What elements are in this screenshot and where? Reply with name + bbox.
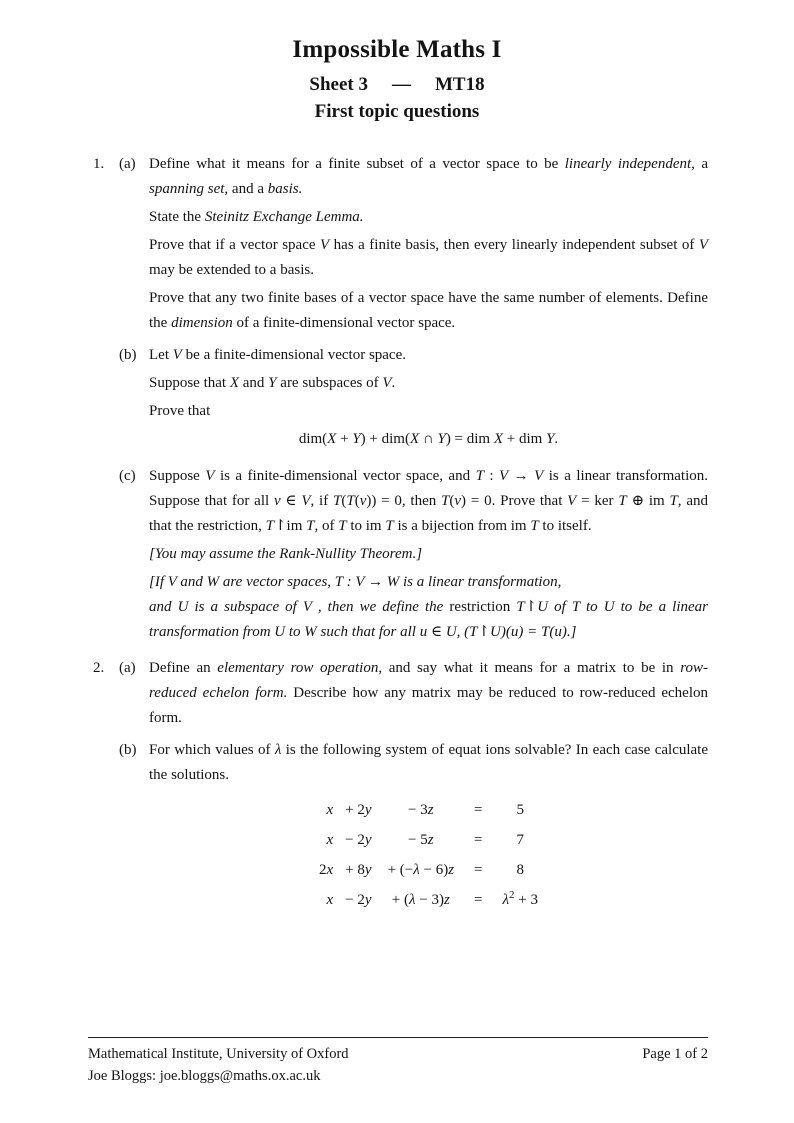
text-run: Define what it means for a finite subset of a vector space to be xyxy=(149,156,565,172)
paragraph xyxy=(149,205,708,230)
equation-cell xyxy=(311,825,337,855)
question-part xyxy=(119,152,708,336)
text-run: to itself. xyxy=(538,518,592,534)
text-run: V xyxy=(301,493,311,509)
equation-cell xyxy=(337,825,379,855)
part-body xyxy=(149,343,708,457)
text-run: and say what it means for a matrix to be in xyxy=(382,660,681,676)
equation-cell xyxy=(380,825,462,855)
sheet-term: MT18 xyxy=(434,74,485,95)
equation-system xyxy=(311,795,546,915)
text-run: + xyxy=(336,431,353,447)
part-label: (c) xyxy=(119,468,136,484)
page-footer xyxy=(88,1037,708,1087)
text-run: T xyxy=(441,493,450,509)
question-part xyxy=(119,343,708,457)
sheet-info-line xyxy=(0,74,794,96)
text-run: y xyxy=(364,891,372,908)
text-run: ⊕ im xyxy=(626,493,670,509)
question xyxy=(88,656,708,919)
text-run: v xyxy=(273,493,281,509)
text-run: Y xyxy=(268,375,277,391)
text-run: )) = 0, then xyxy=(366,493,442,509)
text-run: 2 xyxy=(319,861,327,878)
text-run: 7 xyxy=(516,831,524,848)
text-run: Y xyxy=(437,431,446,447)
footer-institute: Mathematical Institute, University of Oxford xyxy=(88,1046,349,1062)
text-run: 5 xyxy=(516,801,524,818)
text-run: − 6) xyxy=(419,861,449,878)
equation-cell xyxy=(495,885,546,915)
text-run: x xyxy=(326,861,334,878)
text-run: [If V and W are vector spaces, T : V → W is a linear transformation, xyxy=(149,574,562,590)
text-run: z xyxy=(427,801,434,818)
paragraph xyxy=(149,286,708,336)
question-number: 1. xyxy=(93,156,105,172)
text-run: X xyxy=(493,431,504,447)
text-run: z xyxy=(443,891,450,908)
question-number: 2. xyxy=(93,660,105,676)
text-run: Suppose xyxy=(149,468,206,484)
text-run: = xyxy=(474,831,483,848)
text-run: − 3) xyxy=(415,891,444,908)
paragraph xyxy=(149,464,708,539)
text-run: λ xyxy=(274,742,282,758)
question-parts xyxy=(119,656,708,919)
text-run: and U is a subspace of V , then we define the xyxy=(149,599,450,615)
text-run: = ker xyxy=(576,493,619,509)
text-run: y xyxy=(364,801,372,818)
text-run: T xyxy=(618,493,627,509)
text-run: V xyxy=(499,468,509,484)
text-run: T xyxy=(475,468,484,484)
text-run: has a finite basis, then every linearly independent subset of xyxy=(329,237,699,253)
footer-author: Joe Bloggs: joe.bloggs@maths.ox.ac.uk xyxy=(88,1068,321,1084)
equation-row xyxy=(311,855,546,885)
text-run: V xyxy=(320,237,330,253)
equation-row xyxy=(311,795,546,825)
text-run: ∩ xyxy=(419,431,438,447)
text-run: z xyxy=(427,831,434,848)
text-run: Prove that any two finite bases of a vector space have the same number of elements. Define the xyxy=(149,290,708,331)
equation-cell xyxy=(311,885,337,915)
question-part xyxy=(119,656,708,731)
equation-cell xyxy=(495,825,546,855)
text-run: X xyxy=(327,431,337,447)
text-run: Describe how any matrix may be reduced to row-reduced echelon form. xyxy=(149,685,708,726)
text-run: V xyxy=(534,468,544,484)
sheet-dash: — xyxy=(391,74,411,95)
paragraph xyxy=(149,399,708,424)
text-run: and a xyxy=(228,181,268,197)
text-run: + dim xyxy=(503,431,547,447)
text-run: Prove that if a vector space xyxy=(149,237,321,253)
text-run: ) = 0. Prove that xyxy=(461,493,568,509)
text-run: x xyxy=(326,891,334,908)
text-run: V xyxy=(205,468,215,484)
paragraph xyxy=(149,656,708,731)
text-run: is the following system of equat ions solvable? In each case calculate the solutions. xyxy=(149,742,709,783)
equation-cell xyxy=(495,855,546,885)
equation-cell xyxy=(462,855,494,885)
text-run: V xyxy=(567,493,577,509)
questions xyxy=(88,152,708,919)
text-run: Let xyxy=(149,347,173,363)
text-run: + ( xyxy=(391,891,409,908)
text-run: is a finite-dimensional vector space, and xyxy=(214,468,476,484)
paragraph xyxy=(149,570,708,645)
text-run: x xyxy=(326,801,334,818)
text-run: ( xyxy=(354,493,360,509)
text-run: to im xyxy=(346,518,386,534)
part-body xyxy=(149,738,708,919)
text-run: row-reduced echelon form. xyxy=(149,660,708,701)
part-body xyxy=(149,464,708,645)
text-run: T xyxy=(265,518,274,534)
text-run: ) = dim xyxy=(445,431,494,447)
text-run: = xyxy=(474,801,483,818)
text-run: spanning set, xyxy=(149,181,229,197)
text-run: 8 xyxy=(516,861,524,878)
equation-cell xyxy=(337,855,379,885)
text-run: T xyxy=(669,493,678,509)
text-run: λ xyxy=(413,861,420,878)
text-run: + 2 xyxy=(345,801,365,818)
equation-cell xyxy=(462,795,494,825)
text-run: V xyxy=(172,347,182,363)
paragraph xyxy=(149,152,708,202)
text-run: T xyxy=(306,518,315,534)
text-run: T xyxy=(346,493,355,509)
page-title: Impossible Maths I xyxy=(292,36,502,63)
sheet-number: Sheet 3 xyxy=(309,74,368,95)
text-run: V xyxy=(382,375,392,391)
text-run: x xyxy=(326,831,334,848)
text-run: Steinitz Exchange Lemma. xyxy=(204,209,364,225)
text-run: Define an xyxy=(149,660,218,676)
text-run: dim( xyxy=(298,431,328,447)
text-run: y xyxy=(364,861,372,878)
equation-cell xyxy=(380,855,462,885)
equation-cell xyxy=(380,885,462,915)
text-run: = xyxy=(474,891,483,908)
part-body xyxy=(149,152,708,336)
footer-page-number: Page 1 of 2 xyxy=(642,1046,708,1062)
text-run: X xyxy=(409,431,420,447)
paragraph xyxy=(149,233,708,283)
equation-cell xyxy=(380,795,462,825)
equation-cell xyxy=(462,825,494,855)
text-run: − 2 xyxy=(345,891,365,908)
text-run: , if xyxy=(310,493,333,509)
text-run: basis. xyxy=(267,181,303,197)
text-run: X xyxy=(229,375,240,391)
text-run: − 5 xyxy=(408,831,428,848)
text-run: v xyxy=(359,493,367,509)
display-equation xyxy=(149,427,708,452)
text-run: : xyxy=(483,468,499,484)
text-run: , and that the restriction, xyxy=(149,493,708,534)
text-run: is a bijection from im xyxy=(393,518,531,534)
question-part xyxy=(119,464,708,645)
sheet-subtitle: First topic questions xyxy=(314,101,480,122)
equation-cell xyxy=(495,795,546,825)
text-run: For which values of xyxy=(149,742,275,758)
part-label: (a) xyxy=(119,156,136,172)
equation-row xyxy=(311,825,546,855)
text-run: linearly independent, xyxy=(564,156,695,172)
equation-cell xyxy=(311,855,337,885)
text-run: T xyxy=(530,518,539,534)
text-run: , of xyxy=(314,518,339,534)
text-run: Y xyxy=(352,431,361,447)
paragraph xyxy=(149,371,708,396)
text-run: Prove that xyxy=(149,403,211,419)
text-run: λ xyxy=(409,891,416,908)
text-run: λ xyxy=(502,891,510,908)
text-run: are subspaces of xyxy=(276,375,383,391)
equation-cell xyxy=(337,795,379,825)
text-run: ) + dim( xyxy=(360,431,410,447)
text-run: of a finite-dimensional vector space. xyxy=(232,315,456,331)
text-run: Y xyxy=(546,431,555,447)
text-run: restriction xyxy=(449,599,511,615)
equation-cell xyxy=(462,885,494,915)
text-run: − 2 xyxy=(345,831,365,848)
text-run: + 3 xyxy=(514,891,538,908)
text-run: T xyxy=(385,518,394,534)
text-run: may be extended to a basis. xyxy=(149,262,314,278)
equation-cell xyxy=(337,885,379,915)
text-run: T↾U of T to U to be a linear transformation from U to W such that for all u ∈ U, (T↾U)(u) = T(u).] xyxy=(149,599,708,640)
text-run: T xyxy=(333,493,342,509)
text-run: ↾im xyxy=(273,518,307,534)
text-run: is a linear transformation. Suppose that for all xyxy=(149,468,708,509)
text-run: + 8 xyxy=(345,861,365,878)
text-run: State the xyxy=(149,209,205,225)
text-run: + (− xyxy=(387,861,414,878)
text-run: T xyxy=(338,518,347,534)
text-run: = xyxy=(474,861,483,878)
text-run: be a finite-dimensional vector space. xyxy=(181,347,406,363)
text-run: ∈ xyxy=(280,493,302,509)
text-run: → xyxy=(508,468,535,484)
text-run: dimension xyxy=(171,315,233,331)
paragraph xyxy=(149,542,708,567)
text-run: V xyxy=(698,237,708,253)
text-run: ( xyxy=(449,493,455,509)
paragraph xyxy=(149,343,708,368)
part-body xyxy=(149,656,708,731)
text-run: ( xyxy=(341,493,347,509)
text-run: and xyxy=(239,375,269,391)
equation-row xyxy=(311,885,546,915)
footer-line-1 xyxy=(88,1043,708,1065)
text-run: [You may assume the Rank-Nullity Theorem.] xyxy=(149,546,423,562)
part-label: (b) xyxy=(119,742,137,758)
text-run: 2 xyxy=(509,888,515,901)
text-run: . xyxy=(554,431,559,447)
question xyxy=(88,152,708,645)
text-run: v xyxy=(454,493,462,509)
text-run: − 3 xyxy=(408,801,428,818)
question-parts xyxy=(119,152,708,645)
text-run: elementary row operation, xyxy=(217,660,383,676)
text-run: y xyxy=(364,831,372,848)
paragraph xyxy=(149,738,708,788)
text-run: a xyxy=(694,156,708,172)
sheet-header xyxy=(0,0,794,123)
question-part xyxy=(119,738,708,919)
part-label: (b) xyxy=(119,347,137,363)
part-label: (a) xyxy=(119,660,136,676)
text-run: Suppose that xyxy=(149,375,230,391)
text-run: z xyxy=(448,861,455,878)
equation-cell xyxy=(311,795,337,825)
text-run: . xyxy=(391,375,396,391)
